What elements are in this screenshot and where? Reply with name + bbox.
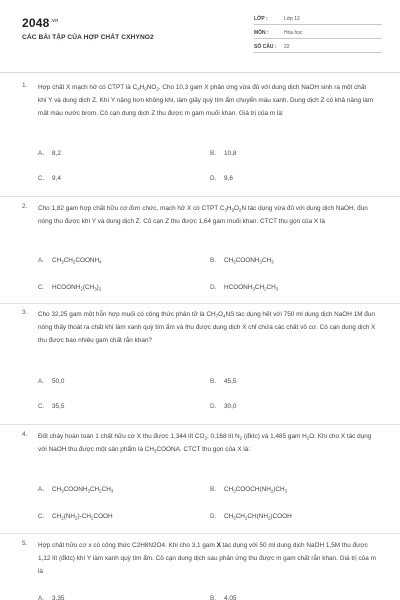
option-text: 9,4 bbox=[52, 175, 61, 182]
option-text: 9,6 bbox=[224, 175, 233, 182]
answer-option-b[interactable] bbox=[210, 378, 236, 385]
document-meta bbox=[254, 14, 382, 56]
meta-label: SỐ CÂU : bbox=[254, 44, 277, 50]
option-letter: D. bbox=[210, 403, 217, 410]
option-text: $CH_3CH_2COONH_4$ bbox=[52, 257, 102, 265]
option-text: 4,05 bbox=[224, 595, 237, 600]
option-letter: A. bbox=[38, 378, 45, 385]
option-letter: A. bbox=[38, 595, 45, 600]
answer-option-a[interactable] bbox=[38, 486, 113, 493]
option-letter: D. bbox=[210, 284, 217, 291]
answer-option-d[interactable] bbox=[210, 284, 278, 291]
question-divider bbox=[0, 303, 400, 304]
option-text: 8,2 bbox=[52, 150, 61, 157]
option-letter: A. bbox=[38, 486, 45, 493]
option-text: 35,5 bbox=[52, 403, 65, 410]
option-text: 10,8 bbox=[224, 150, 237, 157]
answer-option-d[interactable] bbox=[210, 403, 236, 410]
answer-option-a[interactable] bbox=[38, 595, 64, 600]
question-text: Hợp chất X mạch hở có CTPT là $C_4H_9NO_2$. Cho 10,3 gam X phản ứng vừa đủ với dung dịch NaOH sinh ra một chất khí Y và dung dịch Z. Khí Y nặng hơn không khí, làm giấy quỳ tím ẩm chuyển màu xanh. Dung dịch Z có khả năng làm mất màu nước brom. Cô cạn dung dịch Z thu được m gam muối khan. Giá trị của m là: bbox=[38, 84, 374, 117]
option-letter: B. bbox=[210, 486, 217, 493]
option-letter: C. bbox=[38, 403, 45, 410]
question-divider bbox=[0, 533, 400, 534]
option-text: 45,5 bbox=[224, 378, 237, 385]
question-text: Cho 1,82 gam hợp chất hữu cơ đơn chức, mạch hở X có CTPT $C_3H_9O_2N$ tác dụng vừa đủ với dung dịch NaOH, đun nóng thu được khí Y và dung dịch Z. Cô cạn Z thu được 1,64 gam muối khan. CTCT thu gọn của X là bbox=[38, 205, 368, 225]
question-text: Hợp chất hữu cơ x có công thức C2H8N2O4. Khi cho 3,1 gam X tác dụng với 50 ml dung dịch NaOH 1,5M thu được 1,12 lít (đktc) khí Y làm xanh quỳ tím ẩm. Cô cạn dung dịch sau phản ứng thu được m gam chất rắn khan. Giá trị của m là bbox=[38, 542, 376, 575]
brand-name: 2048 bbox=[22, 16, 50, 30]
option-text: $HCOONH_2(CH_3)_2$ bbox=[52, 284, 102, 292]
document-header bbox=[22, 14, 382, 62]
meta-label: MÔN : bbox=[254, 30, 269, 36]
option-text: $CH_3COONH_3CH_2CH_3$ bbox=[52, 486, 114, 494]
option-text: 50,0 bbox=[52, 378, 65, 385]
option-text: 3,35 bbox=[52, 595, 65, 600]
meta-value: Lớp 12 bbox=[284, 16, 300, 22]
question-number: 3. bbox=[22, 309, 28, 316]
answer-option-b[interactable] bbox=[210, 150, 236, 157]
brand-logo[interactable] bbox=[22, 16, 58, 30]
answer-option-c[interactable] bbox=[38, 403, 64, 410]
option-letter: D. bbox=[210, 175, 217, 182]
answer-option-b[interactable] bbox=[210, 486, 287, 493]
answer-option-c[interactable] bbox=[38, 175, 61, 182]
answer-option-d[interactable] bbox=[210, 175, 233, 182]
option-letter: B. bbox=[210, 378, 217, 385]
option-text: $CH_3CH_2CH(NH_2)COOH$ bbox=[224, 513, 292, 521]
header-divider bbox=[0, 72, 400, 73]
option-letter: C. bbox=[38, 175, 45, 182]
meta-row-subject bbox=[254, 28, 382, 39]
question-divider bbox=[0, 424, 400, 425]
question-number: 5. bbox=[22, 540, 28, 547]
meta-value: Hóa học bbox=[284, 30, 303, 36]
option-text: $CH_2(NH_2)-CH_2COOH$ bbox=[52, 513, 113, 521]
answer-option-a[interactable] bbox=[38, 257, 102, 264]
option-text: 30,0 bbox=[224, 403, 237, 410]
option-letter: C. bbox=[38, 284, 45, 291]
option-text: $HCOONH_3CH_2CH_3$ bbox=[224, 284, 279, 292]
meta-label: LỚP : bbox=[254, 16, 268, 22]
option-letter: B. bbox=[210, 595, 217, 600]
option-letter: D. bbox=[210, 513, 217, 520]
document-title: CÁC BÀI TẬP CỦA HỢP CHẤT CXHYNO2 bbox=[22, 34, 154, 41]
meta-value: 22 bbox=[284, 44, 290, 50]
brand-suffix: .vn bbox=[50, 18, 59, 24]
option-letter: B. bbox=[210, 257, 217, 264]
option-letter: B. bbox=[210, 150, 217, 157]
option-text: $CH_3COOCH(NH_2)CH_3$ bbox=[224, 486, 288, 494]
meta-row-count bbox=[254, 42, 382, 53]
option-letter: A. bbox=[38, 150, 45, 157]
answer-option-d[interactable] bbox=[210, 513, 292, 520]
answer-option-b[interactable] bbox=[210, 595, 236, 600]
answer-option-a[interactable] bbox=[38, 378, 64, 385]
question-text: Đốt cháy hoàn toàn 1 chất hữu cơ X thu được 1,344 lít $CO_2$; 0,168 lít $N_2$ (đktc) và 1,485 gam $H_2O$. Khi cho X tác dụng với NaOH thu được một sản phẩm là $CH_3COONA$. CTCT thu gọn của X là: bbox=[38, 433, 372, 454]
question-number: 1. bbox=[22, 82, 28, 89]
question-number: 2. bbox=[22, 203, 28, 210]
option-letter: A. bbox=[38, 257, 45, 264]
answer-option-a[interactable] bbox=[38, 150, 61, 157]
meta-row-class bbox=[254, 14, 382, 25]
answer-option-c[interactable] bbox=[38, 513, 113, 520]
question-divider bbox=[0, 196, 400, 197]
answer-option-c[interactable] bbox=[38, 284, 101, 291]
answer-option-b[interactable] bbox=[210, 257, 274, 264]
question-text: Cho 32,25 gam một hỗn hợp muối có công thức phân tử là $CH_7O_4NS$ tác dụng hết với 750 ml dung dịch NaOH 1M đun nóng thấy thoát ra chất khí làm xanh quỳ tím ẩm và thu được dung dịch X chỉ chứa các chất vô cơ. Cô cạn dung dịch X thu được bao nhiêu gam chất rắn khan? bbox=[38, 311, 376, 344]
option-text: $CH_3COONH_3CH_3$ bbox=[224, 257, 274, 265]
question-number: 4. bbox=[22, 431, 28, 438]
option-letter: C. bbox=[38, 513, 45, 520]
